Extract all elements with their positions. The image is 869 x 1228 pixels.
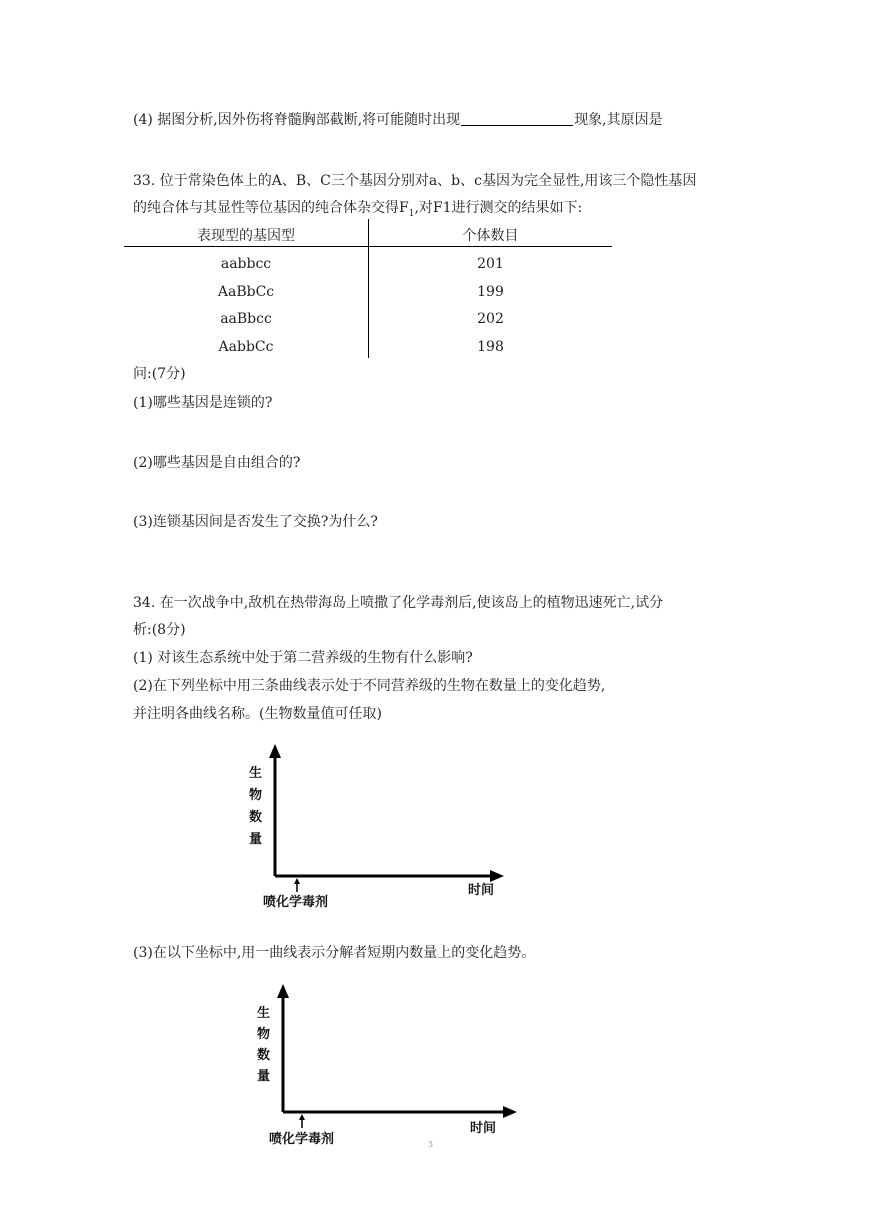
q33-intro-line1: 33. 位于常染色体上的A、B、C三个基因分别对a、b、c基因为完全显性,用该三个隐性基因 bbox=[133, 173, 697, 189]
q34-intro-line2: 析:(8分) bbox=[133, 622, 186, 638]
y-axis-label-char: 数 bbox=[257, 1048, 271, 1063]
q33-question-3: (3)连锁基因间是否发生了交换?为什么? bbox=[133, 514, 378, 530]
q34-question-3: (3)在以下坐标中,用一曲线表示分解者短期内数量上的变化趋势。 bbox=[133, 945, 536, 961]
y-axis-label-char: 物 bbox=[249, 788, 263, 803]
y-axis-label-char: 物 bbox=[257, 1027, 271, 1042]
y-axis-arrow-icon bbox=[269, 744, 281, 758]
y-axis-label-char: 生 bbox=[257, 1006, 271, 1021]
q33-intro-line2 bbox=[133, 198, 582, 224]
y-axis-arrow-icon bbox=[277, 984, 289, 998]
page-number: 3 bbox=[428, 1140, 434, 1149]
y-axis-label-char: 生 bbox=[249, 766, 263, 781]
y-axis-label-char: 量 bbox=[257, 1069, 271, 1084]
q33-ask: 问:(7分) bbox=[133, 366, 186, 382]
q32-part4 bbox=[133, 110, 663, 130]
table-cell-genotype: aabbcc bbox=[220, 256, 272, 272]
f1-subscript: 1 bbox=[408, 208, 415, 219]
y-axis-label-char: 数 bbox=[249, 810, 263, 825]
table-cell-genotype: AabbCc bbox=[218, 339, 274, 355]
q33-intro-line2-text: 的纯合体与其显性等位基因的纯合体杂交得F bbox=[133, 200, 409, 216]
q33-intro-line2-tail: ,对F1进行测交的结果如下: bbox=[414, 200, 583, 216]
q34-intro-line1: 34. 在一次战争中,敌机在热带海岛上喷撒了化学毒剂后,使该岛上的植物迅速死亡,试分 bbox=[133, 595, 664, 611]
table-cell-count: 202 bbox=[477, 311, 504, 327]
q32-part4-text: (4) 据图分析,因外伤将脊髓胸部截断,将可能随时出现 bbox=[133, 112, 461, 128]
q34-question-2-line1: (2)在下列坐标中用三条曲线表示处于不同营养级的生物在数量上的变化趋势, bbox=[133, 678, 606, 694]
q33-question-1: (1)哪些基因是连锁的? bbox=[133, 395, 273, 411]
x-axis-arrow-icon bbox=[503, 1106, 517, 1118]
table-cell-genotype: aaBbcc bbox=[220, 311, 272, 327]
q34-question-1: (1) 对该生态系统中处于第二营养级的生物有什么影响? bbox=[133, 650, 473, 666]
event-arrow-icon bbox=[294, 878, 300, 884]
q32-part4-tail: 现象,其原因是 bbox=[574, 112, 663, 128]
blank-axes-graph-2[interactable] bbox=[250, 982, 550, 1162]
event-arrow-icon bbox=[299, 1114, 305, 1120]
q33-question-2: (2)哪些基因是自由组合的? bbox=[133, 455, 301, 471]
q34-question-2-line2: 并注明各曲线名称。(生物数量值可任取) bbox=[133, 706, 382, 722]
x-axis-label: 时间 bbox=[468, 883, 495, 898]
table-cell-count: 201 bbox=[477, 256, 504, 272]
event-label: 喷化学毒剂 bbox=[269, 1132, 335, 1147]
table-cell-count: 198 bbox=[477, 339, 504, 355]
table-cell-genotype: AaBbCc bbox=[217, 284, 275, 300]
table-header-count: 个体数目 bbox=[462, 228, 519, 244]
table-header-genotype: 表现型的基因型 bbox=[197, 228, 295, 244]
table-cell-count: 199 bbox=[477, 284, 504, 300]
x-axis-label: 时间 bbox=[470, 1121, 497, 1136]
event-label: 喷化学毒剂 bbox=[263, 895, 329, 910]
x-axis-arrow-icon bbox=[490, 870, 504, 882]
y-axis-label-char: 量 bbox=[249, 832, 263, 847]
answer-blank[interactable] bbox=[461, 111, 573, 126]
blank-axes-graph-1[interactable] bbox=[240, 740, 540, 920]
